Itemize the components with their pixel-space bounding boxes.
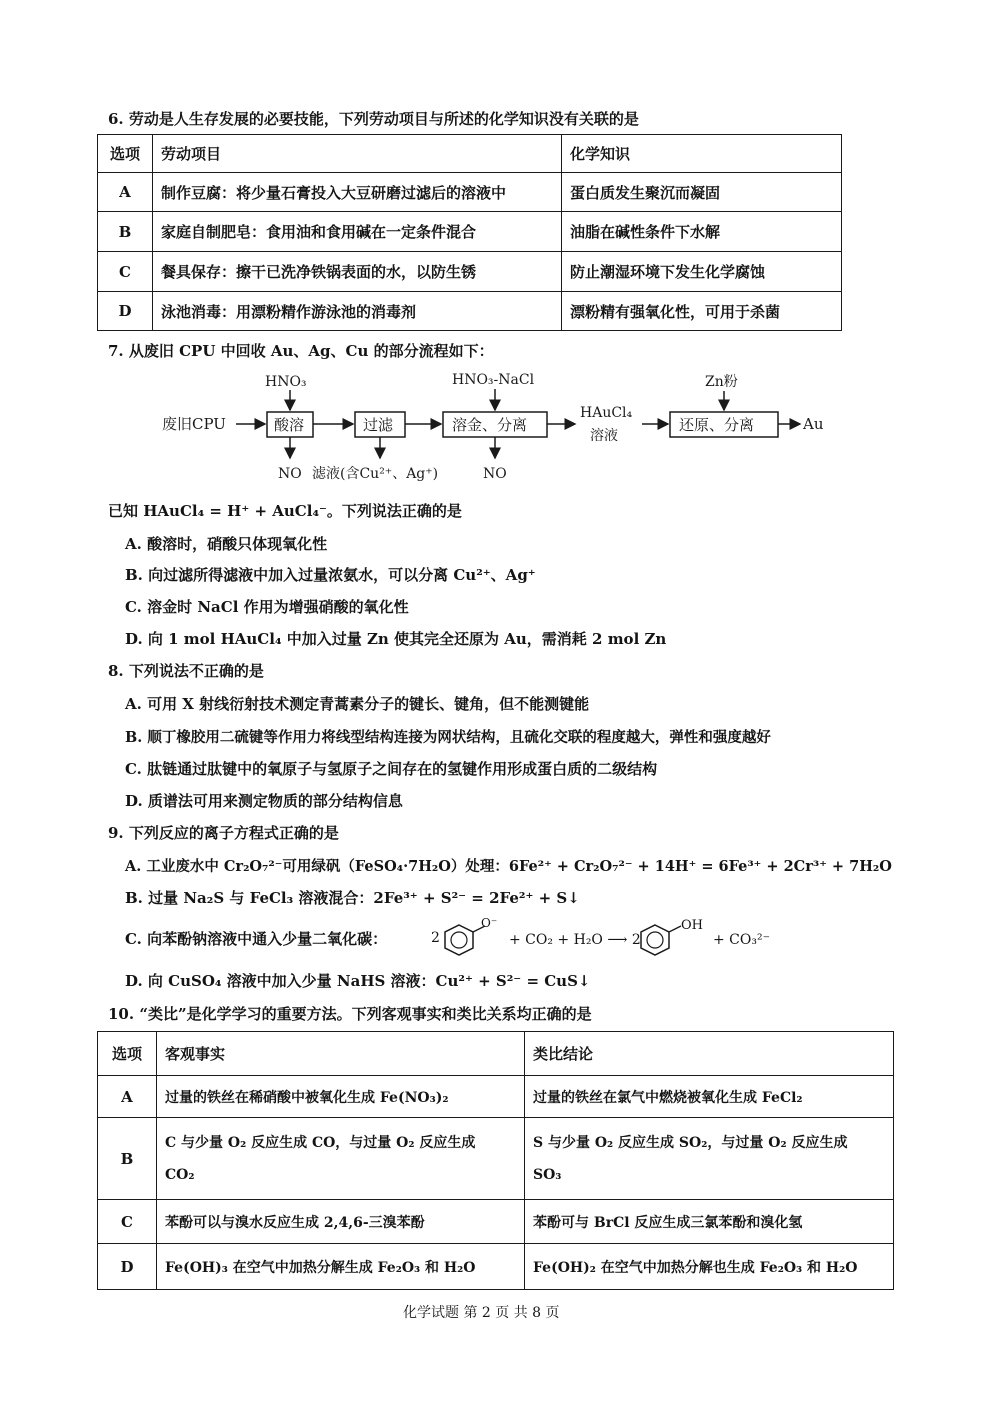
q7-known: 已知 HAuCl₄ = H⁺ + AuCl₄⁻。下列说法正确的是 (108, 502, 462, 520)
q7-option-b: B. 向过滤所得滤液中加入过量浓氨水，可以分离 Cu²⁺、Ag⁺ (125, 566, 536, 584)
q9-stem: 9. 下列反应的离子方程式正确的是 (108, 824, 339, 842)
q9-option-c-end: + CO₃²⁻ (713, 932, 770, 948)
flow-step4: 还原、分离 (679, 416, 755, 434)
q10-row-option: A (98, 1076, 157, 1118)
flow-step3: 溶金、分离 (452, 416, 528, 434)
flow-start: 废旧CPU (162, 415, 226, 433)
q9-option-c-oh: OH (681, 918, 703, 933)
q6-row-labor: 泳池消毒：用漂粉精作游泳池的消毒剂 (153, 292, 562, 331)
page-footer: 化学试题 第 2 页 共 8 页 (403, 1305, 560, 1321)
q6-stem: 6. 劳动是人生存发展的必要技能，下列劳动项目与所述的化学知识没有关联的是 (108, 110, 639, 128)
flow-reagent2: HNO₃-NaCl (452, 372, 535, 388)
q10-row-option: D (98, 1244, 157, 1290)
q7-option-a: A. 酸溶时，硝酸只体现氧化性 (125, 535, 328, 553)
q9-option-c-mid: + CO₂ + H₂O ⟶ 2 (509, 932, 641, 948)
flow-mid2: 溶液 (590, 428, 618, 444)
q8-option-a: A. 可用 X 射线衍射技术测定青蒿素分子的键长、键角，但不能测键能 (125, 695, 590, 713)
q10-header-conclusion: 类比结论 (525, 1032, 894, 1076)
q10-row-fact-line1: C 与少量 O₂ 反应生成 CO，与过量 O₂ 反应生成 (165, 1134, 476, 1151)
q6-header-labor: 劳动项目 (153, 135, 562, 173)
q10-row-conclusion: 苯酚可与 BrCl 反应生成三氯苯酚和溴化氢 (525, 1200, 894, 1244)
q6-row-option: A (98, 173, 153, 212)
q6-row-option: C (98, 252, 153, 292)
q9-option-b: B. 过量 Na₂S 与 FeCl₃ 溶液混合：2Fe³⁺ + S²⁻ = 2Fe²⁺ + S↓ (125, 889, 580, 907)
q10-row-conclusion: 过量的铁丝在氯气中燃烧被氧化生成 FeCl₂ (525, 1076, 894, 1118)
q10-row-conclusion-line1: S 与少量 O₂ 反应生成 SO₂，与过量 O₂ 反应生成 (533, 1134, 848, 1151)
q7-option-c: C. 溶金时 NaCl 作用为增强硝酸的氧化性 (125, 598, 409, 616)
q6-row-labor: 制作豆腐：将少量石膏投入大豆研磨过滤后的溶液中 (153, 173, 562, 212)
q10-row-fact-line2: CO₂ (165, 1166, 195, 1183)
q10-header-fact: 客观事实 (157, 1032, 525, 1076)
q7-option-d: D. 向 1 mol HAuCl₄ 中加入过量 Zn 使其完全还原为 Au，需消耗 2 mol Zn (125, 630, 667, 648)
q7-stem: 7. 从废旧 CPU 中回收 Au、Ag、Cu 的部分流程如下： (108, 342, 494, 360)
q10-row-fact (157, 1118, 525, 1200)
q10-row-fact: Fe(OH)₃ 在空气中加热分解生成 Fe₂O₃ 和 H₂O (157, 1244, 525, 1290)
flow-out2: 滤液(含Cu²⁺、Ag⁺) (312, 466, 439, 482)
q10-row-option: B (98, 1118, 157, 1200)
flow-reagent3: Zn粉 (705, 374, 738, 390)
q9-option-c-minus: O⁻ (481, 916, 498, 930)
q6-row-option: D (98, 292, 153, 331)
q6-row-knowledge: 蛋白质发生聚沉而凝固 (562, 173, 842, 212)
flow-out3: NO (483, 466, 507, 482)
q7-flow-diagram (150, 362, 850, 492)
q9-option-c-coef1: 2 (431, 930, 440, 946)
q9-option-c-text: C. 向苯酚钠溶液中通入少量二氧化碳： (125, 930, 388, 948)
q8-option-b: B. 顺丁橡胶用二硫键等作用力将线型结构连接为网状结构，且硫化交联的程度越大，弹性和强度越好 (125, 729, 771, 746)
q6-header-option: 选项 (98, 135, 153, 173)
q10-header-option: 选项 (98, 1032, 157, 1076)
q8-option-c: C. 肽链通过肽键中的氧原子与氢原子之间存在的氢键作用形成蛋白质的二级结构 (125, 760, 658, 778)
q6-row-knowledge: 防止潮湿环境下发生化学腐蚀 (562, 252, 842, 292)
q6-row-knowledge: 漂粉精有强氧化性，可用于杀菌 (562, 292, 842, 331)
q8-option-d: D. 质谱法可用来测定物质的部分结构信息 (125, 792, 403, 810)
q6-header-knowledge: 化学知识 (562, 135, 842, 173)
q8-stem: 8. 下列说法不正确的是 (108, 662, 264, 680)
q10-row-conclusion: Fe(OH)₂ 在空气中加热分解也生成 Fe₂O₃ 和 H₂O (525, 1244, 894, 1290)
flow-step2: 过滤 (363, 416, 394, 434)
flow-step1: 酸溶 (274, 416, 305, 434)
q10-row-fact: 苯酚可以与溴水反应生成 2,4,6-三溴苯酚 (157, 1200, 525, 1244)
q6-row-labor: 餐具保存：擦干已洗净铁锅表面的水，以防生锈 (153, 252, 562, 292)
q6-row-option: B (98, 212, 153, 252)
q6-row-labor: 家庭自制肥皂：食用油和食用碱在一定条件混合 (153, 212, 562, 252)
q10-row-conclusion-line2: SO₃ (533, 1166, 562, 1183)
q6-table (97, 134, 842, 331)
q9-option-a: A. 工业废水中 Cr₂O₇²⁻可用绿矾（FeSO₄·7H₂O）处理：6Fe²⁺ + Cr₂O₇²⁻ + 14H⁺ = 6Fe³⁺ + 2Cr³⁺ + 7H₂O (125, 858, 892, 875)
flow-mid: HAuCl₄ (580, 405, 633, 421)
flow-out1: NO (278, 466, 302, 482)
flow-end: Au (803, 415, 824, 433)
flow-reagent1: HNO₃ (265, 374, 307, 390)
q10-table (97, 1031, 894, 1290)
q9-option-d: D. 向 CuSO₄ 溶液中加入少量 NaHS 溶液：Cu²⁺ + S²⁻ = CuS↓ (125, 972, 591, 990)
q10-stem: 10. “类比”是化学学习的重要方法。下列客观事实和类比关系均正确的是 (108, 1005, 592, 1023)
q10-row-option: C (98, 1200, 157, 1244)
q10-row-fact: 过量的铁丝在稀硝酸中被氧化生成 Fe(NO₃)₂ (157, 1076, 525, 1118)
q10-row-conclusion (525, 1118, 894, 1200)
q6-row-knowledge: 油脂在碱性条件下水解 (562, 212, 842, 252)
